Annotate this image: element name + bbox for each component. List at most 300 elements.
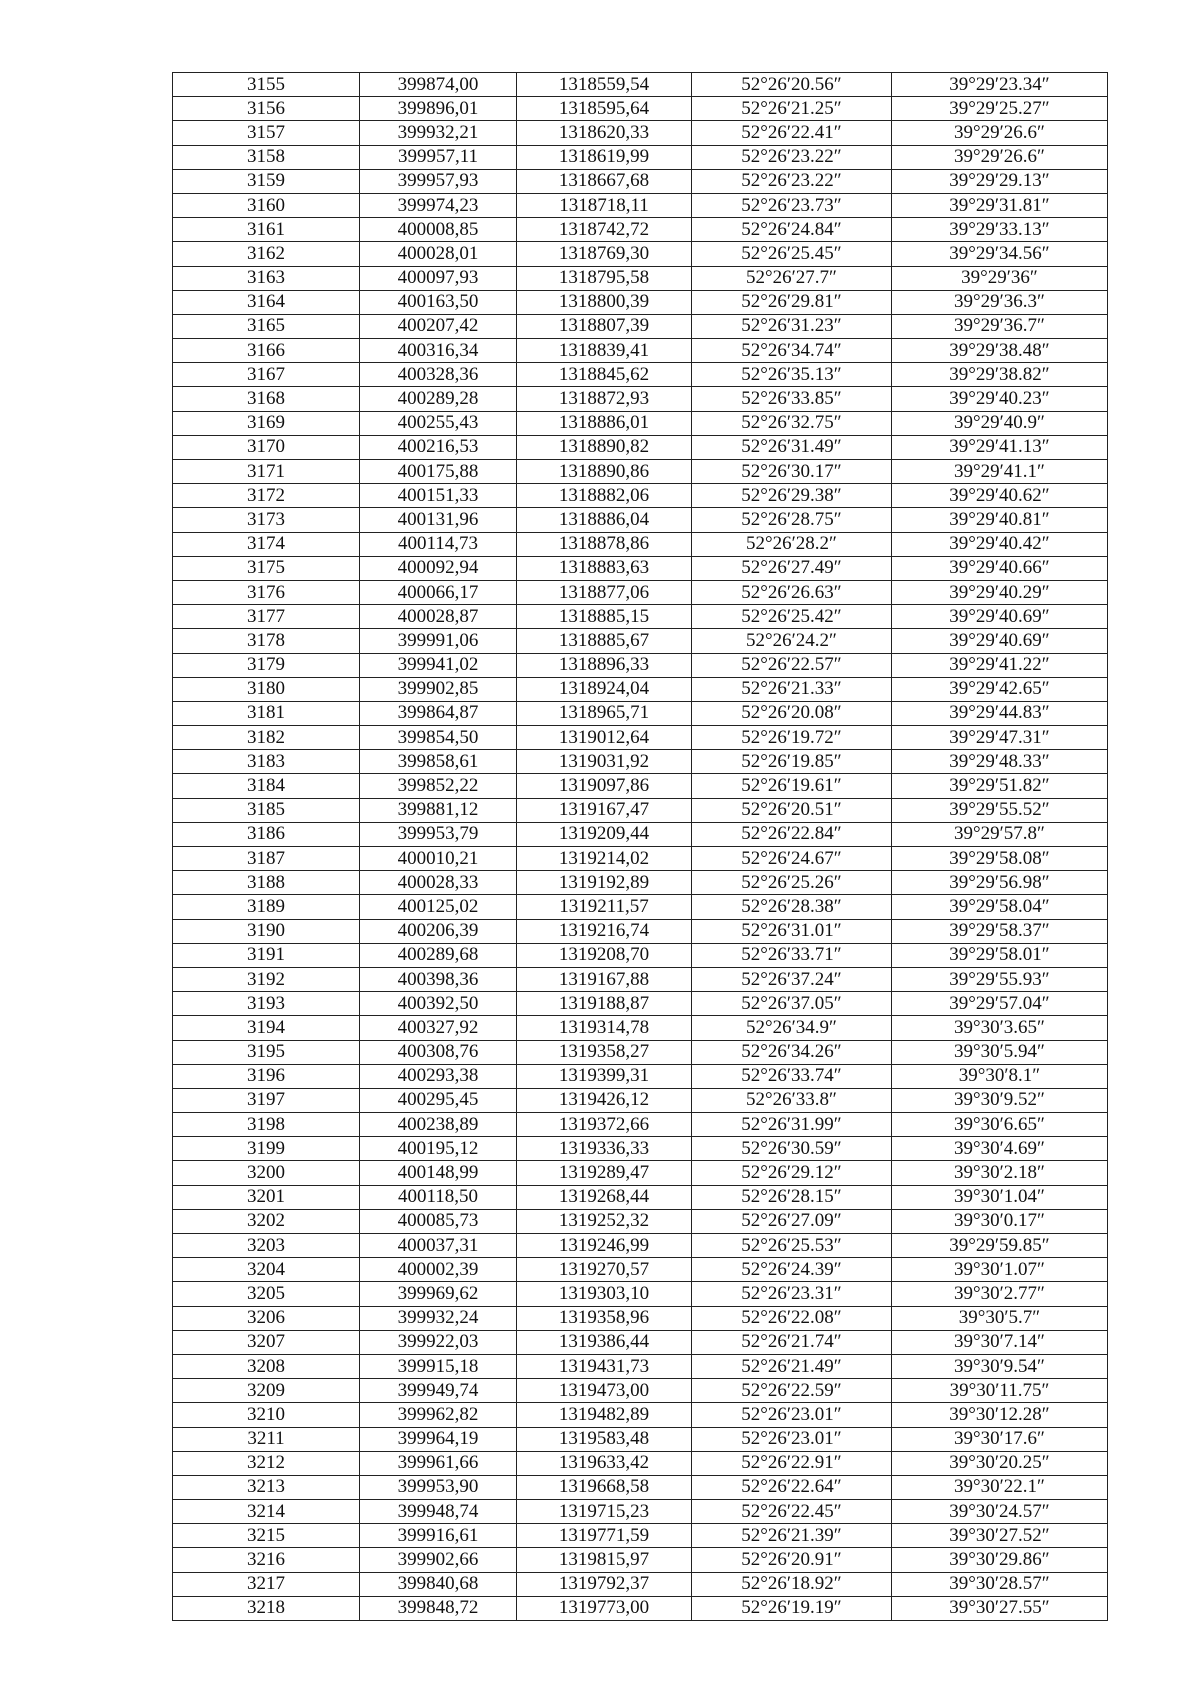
y-coordinate-cell: 1319386,44 (517, 1330, 692, 1354)
table-row (173, 992, 1108, 1016)
point-number-cell: 3179 (173, 653, 360, 677)
latitude-cell: 52°26′23.01″ (692, 1403, 892, 1427)
point-number-cell: 3199 (173, 1137, 360, 1161)
point-number-cell: 3188 (173, 871, 360, 895)
table-row (173, 1403, 1108, 1427)
x-coordinate-cell: 400392,50 (360, 992, 517, 1016)
table-row (173, 1137, 1108, 1161)
table-row (173, 1016, 1108, 1040)
table-row (173, 895, 1108, 919)
point-number-cell: 3175 (173, 556, 360, 580)
latitude-cell: 52°26′34.26″ (692, 1040, 892, 1064)
y-coordinate-cell: 1319336,33 (517, 1137, 692, 1161)
point-number-cell: 3191 (173, 943, 360, 967)
table-row (173, 363, 1108, 387)
y-coordinate-cell: 1318872,93 (517, 387, 692, 411)
longitude-cell: 39°30′11.75″ (892, 1379, 1108, 1403)
latitude-cell: 52°26′35.13″ (692, 363, 892, 387)
point-number-cell: 3172 (173, 484, 360, 508)
table-row (173, 508, 1108, 532)
x-coordinate-cell: 400327,92 (360, 1016, 517, 1040)
point-number-cell: 3217 (173, 1572, 360, 1596)
table-row (173, 1524, 1108, 1548)
table-row (173, 290, 1108, 314)
table-row (173, 242, 1108, 266)
point-number-cell: 3171 (173, 460, 360, 484)
latitude-cell: 52°26′20.56″ (692, 73, 892, 97)
latitude-cell: 52°26′19.72″ (692, 726, 892, 750)
x-coordinate-cell: 399941,02 (360, 653, 517, 677)
latitude-cell: 52°26′30.59″ (692, 1137, 892, 1161)
longitude-cell: 39°29′58.08″ (892, 847, 1108, 871)
y-coordinate-cell: 1319167,88 (517, 967, 692, 991)
longitude-cell: 39°29′44.83″ (892, 701, 1108, 725)
longitude-cell: 39°29′36.3″ (892, 290, 1108, 314)
latitude-cell: 52°26′29.38″ (692, 484, 892, 508)
latitude-cell: 52°26′29.81″ (692, 290, 892, 314)
y-coordinate-cell: 1318742,72 (517, 218, 692, 242)
x-coordinate-cell: 400175,88 (360, 460, 517, 484)
y-coordinate-cell: 1318890,86 (517, 460, 692, 484)
latitude-cell: 52°26′24.2″ (692, 629, 892, 653)
y-coordinate-cell: 1319633,42 (517, 1451, 692, 1475)
latitude-cell: 52°26′22.45″ (692, 1500, 892, 1524)
table-row (173, 847, 1108, 871)
point-number-cell: 3213 (173, 1475, 360, 1499)
x-coordinate-cell: 400114,73 (360, 532, 517, 556)
latitude-cell: 52°26′22.41″ (692, 121, 892, 145)
longitude-cell: 39°30′1.07″ (892, 1258, 1108, 1282)
point-number-cell: 3208 (173, 1354, 360, 1378)
table-row (173, 1209, 1108, 1233)
latitude-cell: 52°26′23.01″ (692, 1427, 892, 1451)
table-row (173, 919, 1108, 943)
longitude-cell: 39°30′17.6″ (892, 1427, 1108, 1451)
y-coordinate-cell: 1319031,92 (517, 750, 692, 774)
x-coordinate-cell: 399881,12 (360, 798, 517, 822)
y-coordinate-cell: 1319473,00 (517, 1379, 692, 1403)
latitude-cell: 52°26′19.85″ (692, 750, 892, 774)
table-row (173, 460, 1108, 484)
table-row (173, 1064, 1108, 1088)
point-number-cell: 3212 (173, 1451, 360, 1475)
longitude-cell: 39°29′38.82″ (892, 363, 1108, 387)
latitude-cell: 52°26′28.15″ (692, 1185, 892, 1209)
y-coordinate-cell: 1319268,44 (517, 1185, 692, 1209)
y-coordinate-cell: 1319303,10 (517, 1282, 692, 1306)
longitude-cell: 39°29′57.8″ (892, 822, 1108, 846)
longitude-cell: 39°29′58.01″ (892, 943, 1108, 967)
longitude-cell: 39°30′0.17″ (892, 1209, 1108, 1233)
y-coordinate-cell: 1318883,63 (517, 556, 692, 580)
longitude-cell: 39°29′36.7″ (892, 314, 1108, 338)
longitude-cell: 39°29′40.69″ (892, 629, 1108, 653)
point-number-cell: 3182 (173, 726, 360, 750)
latitude-cell: 52°26′31.01″ (692, 919, 892, 943)
longitude-cell: 39°29′51.82″ (892, 774, 1108, 798)
point-number-cell: 3183 (173, 750, 360, 774)
point-number-cell: 3164 (173, 290, 360, 314)
point-number-cell: 3169 (173, 411, 360, 435)
longitude-cell: 39°30′5.94″ (892, 1040, 1108, 1064)
longitude-cell: 39°30′24.57″ (892, 1500, 1108, 1524)
x-coordinate-cell: 399852,22 (360, 774, 517, 798)
y-coordinate-cell: 1319214,02 (517, 847, 692, 871)
table-row (173, 218, 1108, 242)
longitude-cell: 39°29′42.65″ (892, 677, 1108, 701)
latitude-cell: 52°26′27.7″ (692, 266, 892, 290)
table-row (173, 1113, 1108, 1137)
latitude-cell: 52°26′22.64″ (692, 1475, 892, 1499)
latitude-cell: 52°26′24.67″ (692, 847, 892, 871)
y-coordinate-cell: 1319482,89 (517, 1403, 692, 1427)
point-number-cell: 3167 (173, 363, 360, 387)
point-number-cell: 3189 (173, 895, 360, 919)
point-number-cell: 3216 (173, 1548, 360, 1572)
latitude-cell: 52°26′18.92″ (692, 1572, 892, 1596)
longitude-cell: 39°30′5.7″ (892, 1306, 1108, 1330)
table-row (173, 871, 1108, 895)
latitude-cell: 52°26′33.74″ (692, 1064, 892, 1088)
y-coordinate-cell: 1318595,64 (517, 97, 692, 121)
latitude-cell: 52°26′22.91″ (692, 1451, 892, 1475)
x-coordinate-cell: 400328,36 (360, 363, 517, 387)
longitude-cell: 39°30′1.04″ (892, 1185, 1108, 1209)
latitude-cell: 52°26′33.85″ (692, 387, 892, 411)
table-row (173, 1548, 1108, 1572)
point-number-cell: 3193 (173, 992, 360, 1016)
table-row (173, 677, 1108, 701)
y-coordinate-cell: 1319246,99 (517, 1234, 692, 1258)
x-coordinate-cell: 400308,76 (360, 1040, 517, 1064)
y-coordinate-cell: 1319715,23 (517, 1500, 692, 1524)
y-coordinate-cell: 1319771,59 (517, 1524, 692, 1548)
x-coordinate-cell: 400092,94 (360, 556, 517, 580)
y-coordinate-cell: 1319426,12 (517, 1088, 692, 1112)
x-coordinate-cell: 399969,62 (360, 1282, 517, 1306)
y-coordinate-cell: 1319431,73 (517, 1354, 692, 1378)
latitude-cell: 52°26′23.22″ (692, 145, 892, 169)
table-row (173, 822, 1108, 846)
latitude-cell: 52°26′21.49″ (692, 1354, 892, 1378)
longitude-cell: 39°29′34.56″ (892, 242, 1108, 266)
x-coordinate-cell: 400066,17 (360, 580, 517, 604)
latitude-cell: 52°26′31.49″ (692, 435, 892, 459)
latitude-cell: 52°26′25.53″ (692, 1234, 892, 1258)
y-coordinate-cell: 1319289,47 (517, 1161, 692, 1185)
point-number-cell: 3178 (173, 629, 360, 653)
point-number-cell: 3165 (173, 314, 360, 338)
x-coordinate-cell: 400085,73 (360, 1209, 517, 1233)
longitude-cell: 39°29′40.69″ (892, 605, 1108, 629)
table-row (173, 145, 1108, 169)
table-row (173, 580, 1108, 604)
y-coordinate-cell: 1319211,57 (517, 895, 692, 919)
point-number-cell: 3158 (173, 145, 360, 169)
table-row (173, 484, 1108, 508)
longitude-cell: 39°29′40.23″ (892, 387, 1108, 411)
point-number-cell: 3173 (173, 508, 360, 532)
table-row (173, 1282, 1108, 1306)
x-coordinate-cell: 399932,24 (360, 1306, 517, 1330)
x-coordinate-cell: 400131,96 (360, 508, 517, 532)
latitude-cell: 52°26′19.19″ (692, 1596, 892, 1620)
latitude-cell: 52°26′21.39″ (692, 1524, 892, 1548)
x-coordinate-cell: 400148,99 (360, 1161, 517, 1185)
latitude-cell: 52°26′30.17″ (692, 460, 892, 484)
y-coordinate-cell: 1318800,39 (517, 290, 692, 314)
x-coordinate-cell: 400207,42 (360, 314, 517, 338)
x-coordinate-cell: 400028,87 (360, 605, 517, 629)
y-coordinate-cell: 1318839,41 (517, 339, 692, 363)
x-coordinate-cell: 399948,74 (360, 1500, 517, 1524)
point-number-cell: 3156 (173, 97, 360, 121)
x-coordinate-cell: 400125,02 (360, 895, 517, 919)
longitude-cell: 39°30′6.65″ (892, 1113, 1108, 1137)
x-coordinate-cell: 400238,89 (360, 1113, 517, 1137)
point-number-cell: 3200 (173, 1161, 360, 1185)
y-coordinate-cell: 1319216,74 (517, 919, 692, 943)
table-row (173, 1500, 1108, 1524)
x-coordinate-cell: 400255,43 (360, 411, 517, 435)
table-row (173, 605, 1108, 629)
latitude-cell: 52°26′23.31″ (692, 1282, 892, 1306)
x-coordinate-cell: 399848,72 (360, 1596, 517, 1620)
longitude-cell: 39°30′8.1″ (892, 1064, 1108, 1088)
point-number-cell: 3201 (173, 1185, 360, 1209)
latitude-cell: 52°26′25.45″ (692, 242, 892, 266)
x-coordinate-cell: 399864,87 (360, 701, 517, 725)
point-number-cell: 3194 (173, 1016, 360, 1040)
y-coordinate-cell: 1318890,82 (517, 435, 692, 459)
x-coordinate-cell: 400037,31 (360, 1234, 517, 1258)
x-coordinate-cell: 399902,66 (360, 1548, 517, 1572)
latitude-cell: 52°26′20.08″ (692, 701, 892, 725)
x-coordinate-cell: 400293,38 (360, 1064, 517, 1088)
latitude-cell: 52°26′37.24″ (692, 967, 892, 991)
x-coordinate-cell: 399949,74 (360, 1379, 517, 1403)
y-coordinate-cell: 1318845,62 (517, 363, 692, 387)
table-row (173, 774, 1108, 798)
latitude-cell: 52°26′29.12″ (692, 1161, 892, 1185)
table-row (173, 967, 1108, 991)
y-coordinate-cell: 1319399,31 (517, 1064, 692, 1088)
table-row (173, 314, 1108, 338)
y-coordinate-cell: 1319097,86 (517, 774, 692, 798)
point-number-cell: 3186 (173, 822, 360, 846)
y-coordinate-cell: 1318886,01 (517, 411, 692, 435)
y-coordinate-cell: 1319192,89 (517, 871, 692, 895)
longitude-cell: 39°29′41.1″ (892, 460, 1108, 484)
point-number-cell: 3185 (173, 798, 360, 822)
longitude-cell: 39°29′56.98″ (892, 871, 1108, 895)
table-row (173, 556, 1108, 580)
point-number-cell: 3196 (173, 1064, 360, 1088)
table-row (173, 726, 1108, 750)
table-row (173, 1040, 1108, 1064)
table-row (173, 1185, 1108, 1209)
coordinates-table (172, 72, 1108, 1621)
longitude-cell: 39°30′12.28″ (892, 1403, 1108, 1427)
latitude-cell: 52°26′26.63″ (692, 580, 892, 604)
x-coordinate-cell: 399922,03 (360, 1330, 517, 1354)
y-coordinate-cell: 1318877,06 (517, 580, 692, 604)
longitude-cell: 39°29′41.22″ (892, 653, 1108, 677)
latitude-cell: 52°26′33.8″ (692, 1088, 892, 1112)
longitude-cell: 39°30′28.57″ (892, 1572, 1108, 1596)
table-row (173, 193, 1108, 217)
y-coordinate-cell: 1318882,06 (517, 484, 692, 508)
table-row (173, 1475, 1108, 1499)
longitude-cell: 39°29′58.04″ (892, 895, 1108, 919)
x-coordinate-cell: 399957,11 (360, 145, 517, 169)
point-number-cell: 3202 (173, 1209, 360, 1233)
y-coordinate-cell: 1318795,58 (517, 266, 692, 290)
point-number-cell: 3166 (173, 339, 360, 363)
table-row (173, 411, 1108, 435)
y-coordinate-cell: 1319208,70 (517, 943, 692, 967)
y-coordinate-cell: 1318718,11 (517, 193, 692, 217)
x-coordinate-cell: 399953,79 (360, 822, 517, 846)
table-row (173, 532, 1108, 556)
x-coordinate-cell: 400028,33 (360, 871, 517, 895)
longitude-cell: 39°29′40.29″ (892, 580, 1108, 604)
point-number-cell: 3197 (173, 1088, 360, 1112)
y-coordinate-cell: 1319012,64 (517, 726, 692, 750)
longitude-cell: 39°29′55.93″ (892, 967, 1108, 991)
y-coordinate-cell: 1319583,48 (517, 1427, 692, 1451)
table-row (173, 1596, 1108, 1620)
latitude-cell: 52°26′25.42″ (692, 605, 892, 629)
longitude-cell: 39°29′23.34″ (892, 73, 1108, 97)
longitude-cell: 39°30′9.52″ (892, 1088, 1108, 1112)
x-coordinate-cell: 399916,61 (360, 1524, 517, 1548)
latitude-cell: 52°26′22.59″ (692, 1379, 892, 1403)
x-coordinate-cell: 400216,53 (360, 435, 517, 459)
point-number-cell: 3168 (173, 387, 360, 411)
table-row (173, 798, 1108, 822)
longitude-cell: 39°29′55.52″ (892, 798, 1108, 822)
longitude-cell: 39°29′40.62″ (892, 484, 1108, 508)
x-coordinate-cell: 399961,66 (360, 1451, 517, 1475)
y-coordinate-cell: 1318559,54 (517, 73, 692, 97)
y-coordinate-cell: 1319270,57 (517, 1258, 692, 1282)
point-number-cell: 3190 (173, 919, 360, 943)
table-row (173, 1234, 1108, 1258)
latitude-cell: 52°26′24.84″ (692, 218, 892, 242)
table-row (173, 121, 1108, 145)
x-coordinate-cell: 400028,01 (360, 242, 517, 266)
table-row (173, 97, 1108, 121)
y-coordinate-cell: 1318885,67 (517, 629, 692, 653)
y-coordinate-cell: 1318886,04 (517, 508, 692, 532)
table-row (173, 1330, 1108, 1354)
x-coordinate-cell: 400097,93 (360, 266, 517, 290)
latitude-cell: 52°26′22.08″ (692, 1306, 892, 1330)
point-number-cell: 3206 (173, 1306, 360, 1330)
longitude-cell: 39°30′2.18″ (892, 1161, 1108, 1185)
y-coordinate-cell: 1319358,96 (517, 1306, 692, 1330)
longitude-cell: 39°29′29.13″ (892, 169, 1108, 193)
longitude-cell: 39°29′38.48″ (892, 339, 1108, 363)
point-number-cell: 3215 (173, 1524, 360, 1548)
latitude-cell: 52°26′31.23″ (692, 314, 892, 338)
latitude-cell: 52°26′21.25″ (692, 97, 892, 121)
point-number-cell: 3176 (173, 580, 360, 604)
x-coordinate-cell: 399874,00 (360, 73, 517, 97)
latitude-cell: 52°26′23.73″ (692, 193, 892, 217)
point-number-cell: 3157 (173, 121, 360, 145)
latitude-cell: 52°26′21.33″ (692, 677, 892, 701)
x-coordinate-cell: 399962,82 (360, 1403, 517, 1427)
y-coordinate-cell: 1318619,99 (517, 145, 692, 169)
longitude-cell: 39°30′9.54″ (892, 1354, 1108, 1378)
y-coordinate-cell: 1319314,78 (517, 1016, 692, 1040)
table-row (173, 750, 1108, 774)
longitude-cell: 39°29′26.6″ (892, 121, 1108, 145)
point-number-cell: 3214 (173, 1500, 360, 1524)
table-row (173, 1306, 1108, 1330)
latitude-cell: 52°26′20.51″ (692, 798, 892, 822)
latitude-cell: 52°26′19.61″ (692, 774, 892, 798)
longitude-cell: 39°29′26.6″ (892, 145, 1108, 169)
longitude-cell: 39°29′25.27″ (892, 97, 1108, 121)
latitude-cell: 52°26′24.39″ (692, 1258, 892, 1282)
x-coordinate-cell: 400195,12 (360, 1137, 517, 1161)
x-coordinate-cell: 400008,85 (360, 218, 517, 242)
latitude-cell: 52°26′27.49″ (692, 556, 892, 580)
table-row (173, 701, 1108, 725)
latitude-cell: 52°26′28.75″ (692, 508, 892, 532)
point-number-cell: 3195 (173, 1040, 360, 1064)
longitude-cell: 39°29′31.81″ (892, 193, 1108, 217)
table-row (173, 653, 1108, 677)
latitude-cell: 52°26′31.99″ (692, 1113, 892, 1137)
x-coordinate-cell: 399858,61 (360, 750, 517, 774)
x-coordinate-cell: 399953,90 (360, 1475, 517, 1499)
longitude-cell: 39°29′33.13″ (892, 218, 1108, 242)
table-row (173, 1088, 1108, 1112)
latitude-cell: 52°26′22.84″ (692, 822, 892, 846)
latitude-cell: 52°26′23.22″ (692, 169, 892, 193)
table-row (173, 73, 1108, 97)
y-coordinate-cell: 1318885,15 (517, 605, 692, 629)
y-coordinate-cell: 1319358,27 (517, 1040, 692, 1064)
table-row (173, 1379, 1108, 1403)
longitude-cell: 39°29′47.31″ (892, 726, 1108, 750)
y-coordinate-cell: 1319372,66 (517, 1113, 692, 1137)
x-coordinate-cell: 399840,68 (360, 1572, 517, 1596)
point-number-cell: 3192 (173, 967, 360, 991)
point-number-cell: 3203 (173, 1234, 360, 1258)
point-number-cell: 3161 (173, 218, 360, 242)
x-coordinate-cell: 399964,19 (360, 1427, 517, 1451)
y-coordinate-cell: 1318620,33 (517, 121, 692, 145)
table-row (173, 1161, 1108, 1185)
y-coordinate-cell: 1318667,68 (517, 169, 692, 193)
longitude-cell: 39°29′48.33″ (892, 750, 1108, 774)
longitude-cell: 39°30′20.25″ (892, 1451, 1108, 1475)
x-coordinate-cell: 399957,93 (360, 169, 517, 193)
table-row (173, 387, 1108, 411)
x-coordinate-cell: 399991,06 (360, 629, 517, 653)
y-coordinate-cell: 1318769,30 (517, 242, 692, 266)
y-coordinate-cell: 1319252,32 (517, 1209, 692, 1233)
y-coordinate-cell: 1318878,86 (517, 532, 692, 556)
x-coordinate-cell: 400398,36 (360, 967, 517, 991)
latitude-cell: 52°26′33.71″ (692, 943, 892, 967)
longitude-cell: 39°29′40.9″ (892, 411, 1108, 435)
